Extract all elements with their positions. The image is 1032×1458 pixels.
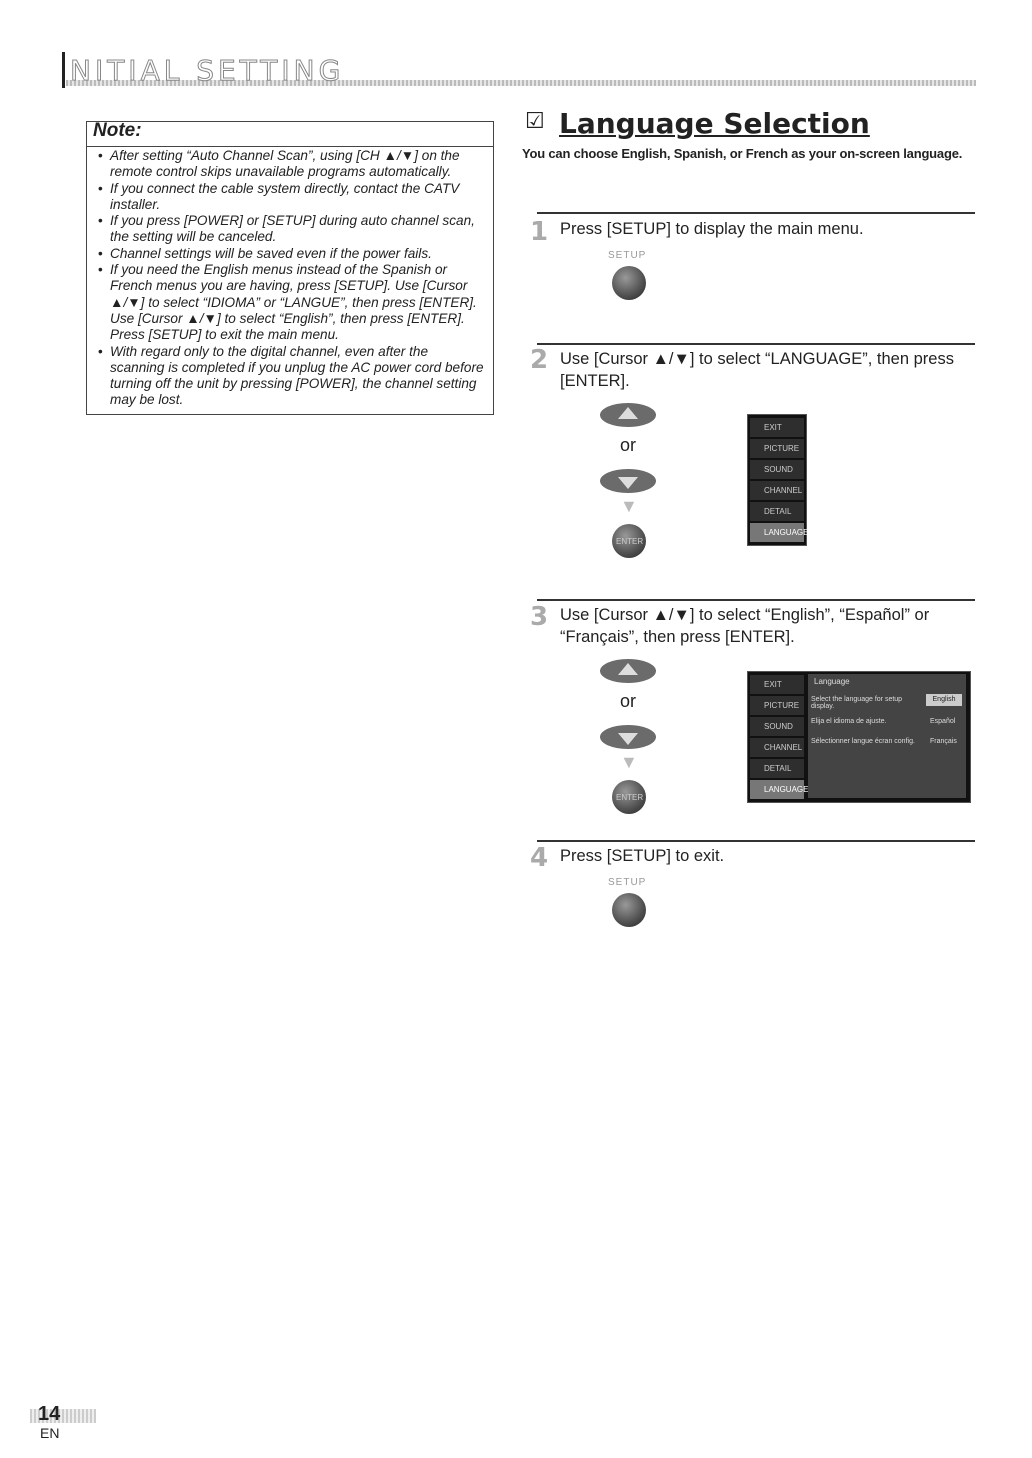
- setup-button-icon: [612, 893, 646, 927]
- note-divider: [86, 146, 494, 147]
- step-text: Use [Cursor ▲/▼] to select “LANGUAGE”, then press [ENTER].: [560, 350, 954, 390]
- language-option-english: English: [926, 694, 962, 706]
- setup-button-label: SETUP: [608, 877, 647, 888]
- step-divider: [537, 212, 975, 214]
- step-text: Press [SETUP] to exit.: [560, 847, 725, 865]
- note-item: • If you need the English menus instead of the Spanish or French menus you are having, press [SETUP]. Use [Cursor ▲/▼] to select “IDIOMA” or “LANGUE”, then press [ENTER]. Use [Cursor ▲/▼] to select “English”, then press [ENTER]. Press [SETUP] to exit the main menu.: [96, 262, 486, 343]
- cursor-down-icon: [598, 468, 658, 494]
- language-panel-header: Language: [814, 677, 850, 686]
- arrow-down-icon: ▼: [620, 752, 638, 772]
- menu-item-exit: EXIT: [750, 418, 804, 437]
- step-number: 2: [530, 345, 549, 375]
- page-number: 14: [38, 1403, 61, 1425]
- section-subtitle: You can choose English, Spanish, or French as your on-screen language.: [522, 146, 963, 161]
- checkbox-icon: ☑: [525, 108, 545, 133]
- menu-item-picture: PICTURE: [750, 696, 804, 715]
- language-prompt: Elija el idioma de ajuste.: [811, 718, 887, 725]
- section-header-title: NITIAL SETTING: [70, 54, 345, 87]
- enter-button-label: ENTER: [616, 793, 644, 802]
- setup-button-label: SETUP: [608, 250, 647, 261]
- note-item: • Channel settings will be saved even if the power fails.: [96, 246, 486, 262]
- note-list: [96, 148, 486, 409]
- note-label: Note:: [93, 120, 142, 141]
- menu-item-detail: DETAIL: [750, 759, 804, 778]
- or-label: or: [620, 691, 637, 711]
- cursor-up-icon: [598, 658, 658, 684]
- language-menu-screen: [747, 671, 971, 803]
- step-number: 3: [530, 602, 549, 632]
- cursor-up-icon: [598, 402, 658, 428]
- note-item: • With regard only to the digital channel, even after the scanning is completed if you unplug the AC power cord before turning off the unit by pressing [POWER], the channel setting may be lost.: [96, 344, 486, 409]
- note-item: • If you connect the cable system directly, contact the CATV installer.: [96, 181, 486, 214]
- cursor-down-icon: [598, 724, 658, 750]
- note-item: • After setting “Auto Channel Scan”, using [CH ▲/▼] on the remote control skips unavailable programs automatically.: [96, 148, 486, 181]
- step-number: 4: [530, 843, 549, 873]
- arrow-down-icon: ▼: [620, 496, 638, 516]
- menu-item-picture: PICTURE: [750, 439, 804, 458]
- menu-item-sound: SOUND: [750, 717, 804, 736]
- setup-menu-screen: [747, 414, 807, 546]
- step-text: Use [Cursor ▲/▼] to select “English”, “Español” or “Français”, then press [ENTER].: [560, 606, 930, 646]
- or-label: or: [620, 435, 637, 455]
- header-bar: [62, 52, 65, 88]
- language-option-francais: Français: [930, 738, 957, 745]
- enter-button-label: ENTER: [616, 537, 644, 546]
- menu-item-exit: EXIT: [750, 675, 804, 694]
- step-divider: [537, 343, 975, 345]
- step-divider: [537, 840, 975, 842]
- menu-item-language: LANGUAGE: [750, 523, 804, 542]
- note-item: • If you press [POWER] or [SETUP] during auto channel scan, the setting will be canceled.: [96, 213, 486, 246]
- step-number: 1: [530, 217, 549, 247]
- menu-item-language: LANGUAGE: [750, 780, 804, 799]
- menu-item-detail: DETAIL: [750, 502, 804, 521]
- menu-item-channel: CHANNEL: [750, 481, 804, 500]
- step-text: Press [SETUP] to display the main menu.: [560, 220, 864, 238]
- page-language: EN: [40, 1425, 60, 1441]
- step-divider: [537, 599, 975, 601]
- language-prompt: Select the language for setup display.: [811, 696, 903, 710]
- menu-item-channel: CHANNEL: [750, 738, 804, 757]
- section-title: Language Selection: [559, 107, 870, 140]
- language-panel: [808, 674, 966, 798]
- language-prompt: Sélectionner langue écran config.: [811, 738, 915, 745]
- setup-button-icon: [612, 266, 646, 300]
- menu-item-sound: SOUND: [750, 460, 804, 479]
- language-option-espanol: Español: [930, 718, 956, 725]
